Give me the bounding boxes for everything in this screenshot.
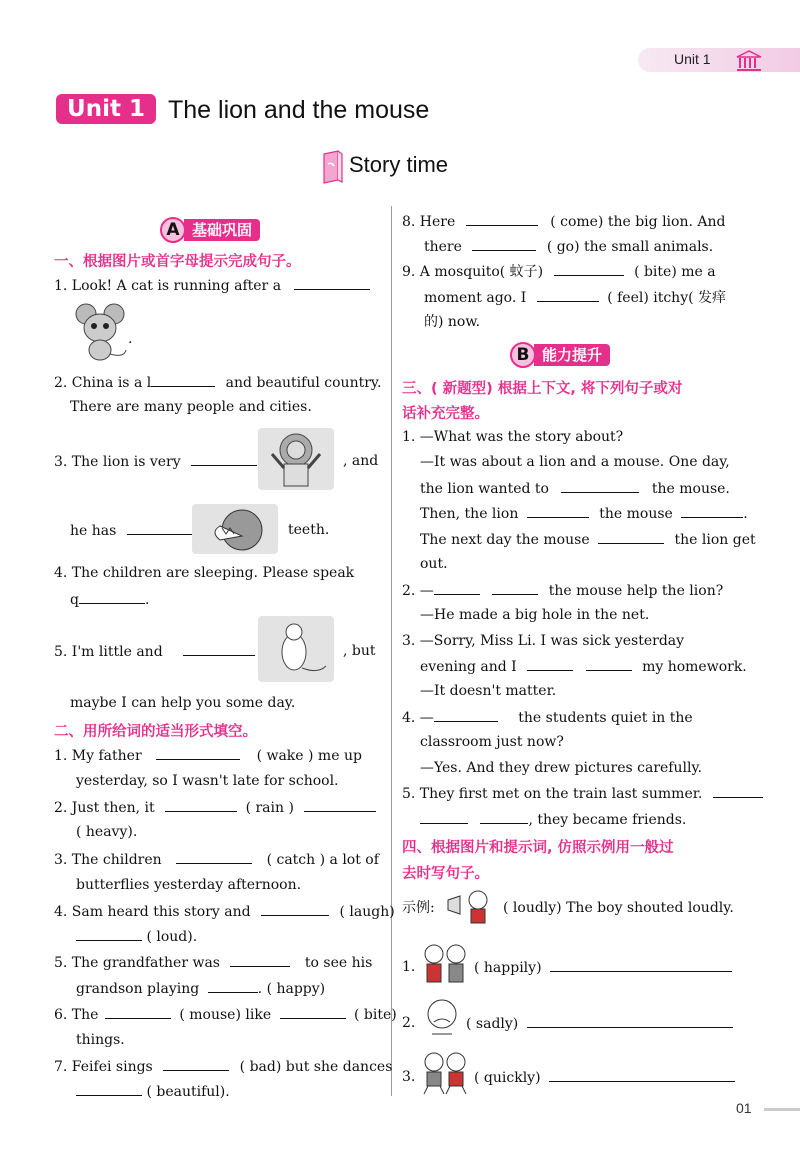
answer-blank[interactable] [156,746,240,760]
p2-q3-text2: ( catch ) a lot of [266,852,379,868]
answer-blank[interactable] [420,810,468,824]
part3-heading-1: 三、( 新题型) 根据上下文, 将下列句子或对 [402,381,683,397]
answer-blank[interactable] [492,581,538,595]
section-a-label: 基础巩固 [184,219,260,241]
p2-q7-text3: ( beautiful). [146,1084,230,1100]
p3-q5-text2: , they became friends. [528,812,687,828]
p2-q4-text3: ( loud). [146,929,198,945]
part4-heading-1: 四、根据图片和提示词, 仿照示例用一般过 [402,840,674,856]
shouting-boy-picture [446,886,502,926]
answer-blank[interactable] [208,979,258,993]
p4-q3-num: 3. [402,1069,416,1085]
p2-q3-line2: butterflies yesterday afternoon. [76,877,302,893]
p4-q1-num: 1. [402,959,416,975]
lion-teeth-picture [192,504,278,554]
p3-q2-line2: —He made a big hole in the net. [420,607,650,623]
answer-blank[interactable] [183,642,255,656]
part2-heading: 二、用所给词的适当形式填空。 [54,724,257,740]
p4-q2-hint: ( sadly) [466,1016,519,1032]
p1-q4-line2 [70,590,149,609]
p2-q4-text2: ( laugh) [339,904,395,920]
p2-q1-text2: ( wake ) me up [256,748,362,764]
answer-blank[interactable] [163,1057,229,1071]
answer-blank[interactable] [151,373,215,387]
p3-q4 [402,708,693,727]
p1-q4-text: q [70,592,79,608]
p3-q1-text3: Then, the lion [420,506,519,522]
p1-q2 [54,373,381,392]
p4-q2-num: 2. [402,1015,416,1031]
p1-q1-end: . [128,331,133,347]
p2-q7-text2: ( bad) but she dances [239,1059,393,1075]
p1-q5-text: 5. I'm little and [54,644,163,660]
answer-blank[interactable] [261,902,329,916]
p2-q9 [402,262,716,281]
building-icon [736,50,762,72]
p1-q3-end: teeth. [288,522,330,538]
section-a-letter: A [160,217,186,243]
p3-q3-text: evening and I [420,659,517,675]
p2-q9-text4: ( feel) itchy( 发痒 [607,290,727,306]
p4-example-label: 示例: [402,900,435,916]
p4-q3 [474,1068,735,1087]
answer-blank[interactable] [76,1082,142,1096]
p2-q9-line3: 的) now. [424,314,481,330]
answer-blank[interactable] [537,288,599,302]
p3-q3-line2 [420,657,747,676]
p2-q8-text4: ( go) the small animals. [546,239,714,255]
p2-q4 [54,902,395,921]
p4-q1 [474,958,732,977]
p2-q2-text2: ( rain ) [245,800,294,816]
p3-q1-text2: the mouse. [651,481,730,497]
p4-q3-hint: ( quickly) [474,1070,541,1086]
lion-picture [258,428,334,490]
part1-heading: 一、根据图片或首字母提示完成句子。 [54,254,301,270]
p1-q5-but: , but [343,643,376,659]
unit-badge: Unit 1 [56,94,156,124]
p2-q2-line2: ( heavy). [76,824,138,840]
p2-q8 [402,212,725,231]
p4-q2 [466,1014,733,1033]
answer-blank[interactable] [280,1005,346,1019]
p3-q2 [402,581,723,600]
p3-q1-line3 [420,479,730,498]
answer-blank[interactable] [466,212,538,226]
p3-q1-text: the lion wanted to [420,481,549,497]
section-b-label: 能力提升 [534,344,610,366]
p1-q3-text2: he has [70,523,117,539]
p1-q3-line2 [70,521,193,540]
p2-q7-text: 7. Feifei sings [54,1059,153,1075]
p2-q5-text2: to see his [304,955,373,971]
p3-q5 [402,784,763,803]
p1-q4-end: . [144,592,150,608]
p1-q3-and: , and [343,453,379,469]
p2-q3-text: 3. The children [54,852,162,868]
answer-blank[interactable] [176,850,252,864]
answer-blank[interactable] [294,276,370,290]
p3-q1-text7: the lion get [674,532,756,548]
p2-q2-text: 2. Just then, it [54,800,155,816]
p3-q4-text: 4. — [402,710,434,726]
answer-blank[interactable] [434,581,480,595]
p1-q2-text: 2. China is a l [54,375,152,391]
p2-q4-text: 4. Sam heard this story and [54,904,251,920]
p3-q3-line3: —It doesn't matter. [420,683,557,699]
p2-q6-text2: ( mouse) like [179,1007,272,1023]
p3-q1-line2: —It was about a lion and a mouse. One day, [420,454,730,470]
p2-q1 [54,746,362,765]
p1-q3-text: 3. The lion is very [54,454,181,470]
p2-q6-text3: ( bite) [354,1007,397,1023]
p3-q5-text: 5. They first met on the train last summer. [402,786,703,802]
answer-blank[interactable] [480,810,528,824]
p2-q8-line2 [424,237,713,256]
p2-q8-text2: ( come) the big lion. And [550,214,726,230]
p2-q7-line2 [76,1082,230,1101]
little-mouse-picture [258,616,334,682]
column-divider [391,206,392,1096]
p2-q5-text3: grandson playing [76,981,200,997]
p3-q2-text2: the mouse help the lion? [548,583,724,599]
p2-q5-text4: . ( happy) [257,981,326,997]
p2-q6-text: 6. The [54,1007,99,1023]
answer-blank[interactable] [127,521,193,535]
answer-blank[interactable] [527,657,573,671]
p4-q1-hint: ( happily) [474,960,542,976]
p3-q1-line5 [420,530,756,549]
p2-q4-line2 [76,927,197,946]
p2-q9-text3: moment ago. I [424,290,527,306]
p2-q8-text3: there [424,239,462,255]
page-bar [764,1108,800,1111]
answer-blank[interactable] [79,590,145,604]
p1-q2-text2: and beautiful country. [225,375,382,391]
p1-q1-text: 1. Look! A cat is running after a [54,278,282,294]
p1-q3 [54,452,257,471]
answer-blank[interactable] [527,1014,733,1028]
unit-tab-label: Unit 1 [674,51,711,67]
p3-q1-text6: The next day the mouse [420,532,590,548]
answer-blank[interactable] [191,452,257,466]
page-title: The lion and the mouse [168,96,430,124]
p4-example-text: ( loudly) The boy shouted loudly. [503,900,734,916]
answer-blank[interactable] [598,530,664,544]
p2-q5 [54,953,372,972]
running-kids-picture [416,1048,474,1096]
p3-q3-text2: my homework. [642,659,747,675]
p1-q4: 4. The children are sleeping. Please speak [54,565,355,581]
answer-blank[interactable] [434,708,498,722]
p1-q5 [54,642,255,661]
p3-q1-text4: the mouse [599,506,673,522]
p3-q4-line3: —Yes. And they drew pictures carefully. [420,760,702,776]
answer-blank[interactable] [586,657,632,671]
part3-heading-2: 话补充完整。 [402,406,489,422]
answer-blank[interactable] [165,798,237,812]
happy-kids-picture [416,938,474,986]
unit-tab [638,48,800,72]
p2-q8-text: 8. Here [402,214,456,230]
p2-q2 [54,798,376,817]
p1-q2-line2: There are many people and cities. [70,399,312,415]
p3-q1-line6: out. [420,556,448,572]
p2-q5-line2 [76,979,325,998]
answer-blank[interactable] [713,784,763,798]
answer-blank[interactable] [230,953,290,967]
mouse-picture [70,300,133,362]
p2-q9-line2 [424,288,726,307]
p2-q9-text: 9. A mosquito( 蚊子) [402,264,544,280]
p3-q3: 3. —Sorry, Miss Li. I was sick yesterday [402,633,685,649]
p3-q1: 1. —What was the story about? [402,429,624,445]
p3-q1-line4 [420,504,748,523]
p2-q7 [54,1057,392,1076]
p2-q1-text: 1. My father [54,748,142,764]
page-number: 01 [736,1100,752,1116]
answer-blank[interactable] [472,237,536,251]
answer-blank[interactable] [561,479,639,493]
p2-q5-text: 5. The grandfather was [54,955,220,971]
p2-q6 [54,1005,397,1024]
p2-q3 [54,850,379,869]
section-b-letter: B [510,342,536,368]
answer-blank[interactable] [681,504,743,518]
p2-q9-text2: ( bite) me a [634,264,716,280]
answer-blank[interactable] [527,504,589,518]
answer-blank[interactable] [550,958,732,972]
part4-heading-2: 去时写句子。 [402,866,489,882]
answer-blank[interactable] [76,927,142,941]
p3-q5-line2 [420,810,686,829]
p2-q6-line2: things. [76,1032,125,1048]
p3-q4-line2: classroom just now? [420,734,564,750]
p1-q5-line2: maybe I can help you some day. [70,695,296,711]
p3-q4-text2: the students quiet in the [518,710,693,726]
sad-kid-picture [418,994,466,1042]
answer-blank[interactable] [549,1068,735,1082]
story-title: Story time [349,152,449,177]
p3-q2-text: 2. — [402,583,434,599]
p2-q1-line2: yesterday, so I wasn't late for school. [76,773,339,789]
book-icon [322,150,344,184]
answer-blank[interactable] [304,798,376,812]
p3-q1-text5: . [743,506,748,522]
answer-blank[interactable] [105,1005,171,1019]
p1-q1 [54,276,370,295]
answer-blank[interactable] [554,262,624,276]
